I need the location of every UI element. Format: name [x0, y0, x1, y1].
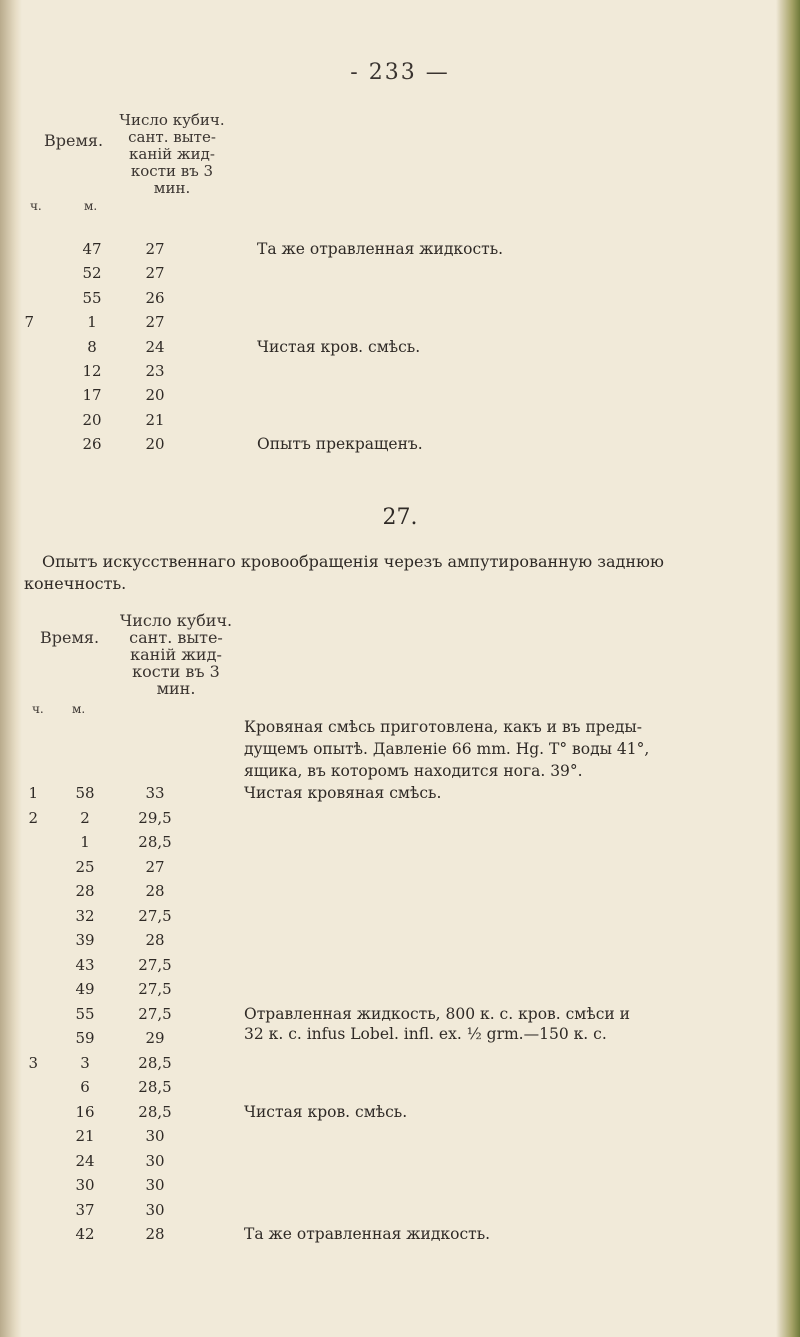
time-minute-cell: 39	[75, 931, 95, 949]
time-minute-cell: 2	[80, 808, 90, 827]
table2-pre-note-line: Кровяная смѣсь приготовлена, какъ и въ преды-	[244, 718, 642, 736]
volume-cell: 27,5	[138, 955, 172, 974]
volume-cell: 30	[145, 1151, 165, 1170]
volume-cell: 30	[145, 1200, 165, 1219]
header-line: Число кубич.	[119, 611, 233, 630]
volume-cell: 27	[145, 857, 165, 876]
header-line: кости въ 3	[132, 662, 220, 681]
table2-pre-note-line: дущемъ опытѣ. Давленіе 66 mm. Hg. T° воды 41°,	[244, 740, 650, 758]
time-minute-cell: 25	[75, 857, 95, 876]
volume-cell: 30	[145, 1176, 165, 1194]
volume-cell: 26	[145, 288, 165, 307]
volume-cell: 24	[145, 337, 165, 356]
time-minute-cell: 21	[75, 1127, 95, 1145]
time-hour-cell: 1	[28, 784, 38, 802]
header-line: каній жид-	[130, 645, 222, 664]
remark-note: Та же отравленная жидкость.	[244, 1225, 491, 1243]
time-minute-cell: 28	[75, 882, 95, 900]
table1-unit-hour: ч.	[30, 199, 42, 213]
volume-cell: 29,5	[138, 808, 172, 827]
volume-cell: 28,5	[138, 833, 172, 851]
table2-header-volume	[112, 612, 240, 697]
time-minute-cell: 42	[75, 1225, 95, 1243]
table2-unit-hour: ч.	[32, 702, 44, 716]
time-minute-cell: 17	[82, 386, 102, 405]
time-minute-cell: 49	[75, 980, 95, 998]
remark-note: Опытъ прекращенъ.	[257, 435, 423, 454]
remark-note: Чистая кров. смѣсь.	[257, 337, 421, 356]
time-minute-cell: 1	[80, 833, 90, 851]
volume-cell: 28,5	[138, 1078, 172, 1096]
header-line: мин.	[156, 679, 196, 698]
intro-line-1: Опытъ искусственнаго кровообращенія черезъ ампутированную заднюю	[42, 552, 664, 571]
time-minute-cell: 37	[75, 1200, 95, 1219]
time-hour-cell: 2	[28, 808, 38, 827]
volume-cell: 20	[145, 435, 165, 454]
volume-cell: 30	[145, 1127, 165, 1145]
volume-cell: 20	[145, 386, 165, 405]
time-minute-cell: 20	[82, 410, 102, 429]
time-hour-cell: 3	[28, 1053, 38, 1072]
volume-cell: 28,5	[138, 1053, 172, 1072]
time-minute-cell: 32	[75, 906, 95, 925]
volume-cell: 21	[145, 410, 165, 429]
section-number: 27.	[382, 505, 418, 530]
header-line: сант. выте-	[129, 628, 223, 647]
table2-pre-note-line: ящика, въ которомъ находится нога. 39°.	[244, 762, 583, 780]
time-minute-cell: 24	[75, 1151, 95, 1170]
remark-note: Чистая кров. смѣсь.	[244, 1102, 408, 1121]
volume-cell: 28,5	[138, 1102, 172, 1121]
time-minute-cell: 12	[82, 362, 102, 380]
table1-unit-minute: м.	[84, 199, 98, 213]
time-minute-cell: 52	[82, 264, 102, 283]
table1-header-time: Время.	[44, 131, 104, 150]
volume-cell: 27,5	[138, 980, 172, 998]
page-number: - 233 —	[350, 60, 450, 85]
time-minute-cell: 26	[82, 435, 102, 454]
remark-note: Та же отравленная жидкость.	[257, 240, 504, 258]
volume-cell: 27,5	[138, 906, 172, 925]
volume-cell: 27	[145, 313, 165, 332]
time-hour-cell: 7	[24, 313, 34, 332]
time-minute-cell: 30	[75, 1176, 95, 1194]
time-minute-cell: 55	[75, 1004, 95, 1023]
volume-cell: 28	[145, 882, 165, 900]
remark-note: 32 к. с. infus Lobel. infl. ex. ½ grm.—150 к. с.	[244, 1025, 607, 1044]
header-line: сант. выте-	[128, 128, 216, 146]
header-line: каній жид-	[129, 145, 215, 163]
volume-cell: 27	[145, 240, 165, 258]
volume-cell: 29	[145, 1029, 165, 1047]
time-minute-cell: 55	[82, 288, 102, 307]
volume-cell: 23	[145, 362, 165, 380]
volume-cell: 33	[145, 784, 165, 802]
time-minute-cell: 3	[80, 1053, 90, 1072]
time-minute-cell: 47	[82, 240, 102, 258]
header-line: Число кубич.	[119, 111, 225, 129]
header-line: кости въ 3	[130, 162, 214, 180]
remark-note: Отравленная жидкость, 800 к. с. кров. смѣси и	[244, 1004, 630, 1023]
time-minute-cell: 16	[75, 1102, 95, 1121]
time-minute-cell: 59	[75, 1029, 95, 1047]
time-minute-cell: 1	[87, 313, 97, 332]
time-minute-cell: 6	[80, 1078, 90, 1096]
page-edge-foxing	[776, 0, 800, 1337]
volume-cell: 27	[145, 264, 165, 283]
volume-cell: 27,5	[138, 1004, 172, 1023]
table2-unit-minute: м.	[72, 702, 86, 716]
table1-header-volume	[112, 112, 232, 197]
time-minute-cell: 8	[87, 337, 97, 356]
volume-cell: 28	[145, 1225, 165, 1243]
header-line: мин.	[153, 179, 191, 197]
page-binding-shadow	[0, 0, 22, 1337]
time-minute-cell: 43	[75, 955, 95, 974]
intro-line-2: конечность.	[24, 574, 127, 593]
remark-note: Чистая кровяная смѣсь.	[244, 784, 442, 802]
table2-header-time: Время.	[40, 628, 100, 647]
time-minute-cell: 58	[75, 784, 95, 802]
volume-cell: 28	[145, 931, 165, 949]
